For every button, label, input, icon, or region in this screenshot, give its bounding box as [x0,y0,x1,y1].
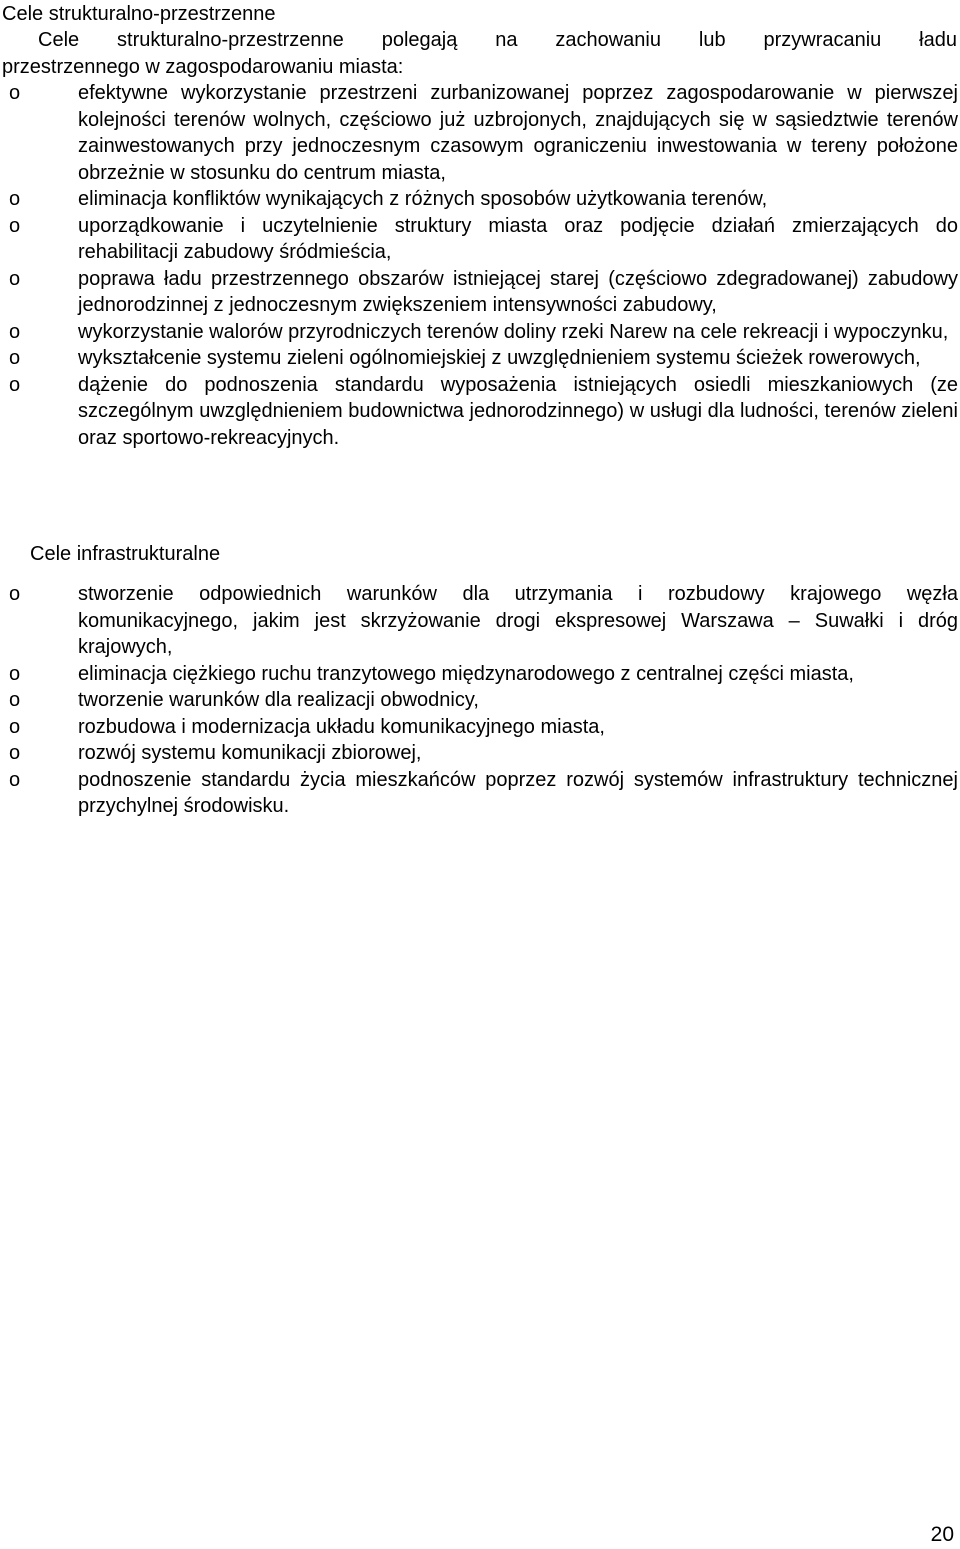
intro-line-2: przestrzennego w zagospodarowaniu miasta: [2,55,404,78]
list-item [0,186,958,213]
bullet-icon: o [9,214,21,237]
list-item [0,714,958,741]
section-heading-infrastructure: Cele infrastrukturalne [30,543,221,565]
list-item-text: wykorzystanie walorów przyrodniczych terenów doliny rzeki Narew na cele rekreacji i wypoczynku, [78,320,949,343]
bullet-icon: o [9,347,21,369]
bullet-icon: o [9,689,21,711]
bullet-icon: o [9,188,21,210]
bullet-icon: o [9,715,21,738]
list-item-text: rozbudowa i modernizacja układu komunikacyjnego miasta, [78,715,605,738]
list-item [0,661,958,688]
section-heading-structural: Cele strukturalno-przestrzenne [2,3,276,25]
structural-goals-list [0,80,958,451]
list-item [0,213,958,266]
list-item [0,266,958,319]
bullet-icon: o [9,320,21,343]
section-intro-paragraph [2,27,957,80]
bullet-icon: o [9,583,21,605]
list-item [0,80,958,186]
list-item-text: wykształcenie systemu zieleni ogólnomiejskiej z uwzględnieniem systemu ścieżek rowerowych, [78,347,921,369]
bullet-icon: o [9,267,21,290]
bullet-icon: o [9,662,21,685]
list-item-text: tworzenie warunków dla realizacji obwodnicy, [78,689,479,711]
list-item [0,581,958,661]
list-item-text: dążenie do podnoszenia standardu wyposażenia istniejących osiedli mieszkaniowych (ze szczególnym uwzględnieniem budownictwa jednorodzinnego) w usługi dla ludności, terenów zieleni oraz sportowo-rekreacyjnych. [78,373,958,449]
list-item [0,687,958,714]
list-item-text: efektywne wykorzystanie przestrzeni zurbanizowanej poprzez zagospodarowanie w pierwszej kolejności terenów wolnych, częściowo już uzbrojonych, znajdujących się w sąsiedztwie terenów zainwestowanych przy jednoczesnym czasowym ograniczeniu inwestowania w tereny położone obrzeżnie w stosunku do centrum miasta, [78,82,958,184]
intro-line-1: Cele strukturalno-przestrzenne polegają na zachowaniu lub przywracaniu ładu [38,29,957,51]
bullet-icon: o [9,768,21,791]
list-item-text: rozwój systemu komunikacji zbiorowej, [78,742,422,764]
list-item [0,740,958,767]
list-item [0,319,958,346]
list-item-text: stworzenie odpowiednich warunków dla utrzymania i rozbudowy krajowego węzła komunikacyjnego, jakim jest skrzyżowanie drogi ekspresowej Warszawa – Suwałki i dróg krajowych, [78,583,958,658]
bullet-icon: o [9,373,21,396]
list-item [0,767,958,820]
list-item-text: eliminacja ciężkiego ruchu tranzytowego międzynarodowego z centralnej części miasta, [78,662,854,685]
list-item [0,372,958,452]
list-item-text: uporządkowanie i uczytelnienie struktury miasta oraz podjęcie działań zmierzających do rehabilitacji zabudowy śródmieścia, [78,214,958,263]
page-number: 20 [930,1523,954,1546]
bullet-icon: o [9,82,21,104]
bullet-icon: o [9,742,21,764]
list-item-text: eliminacja konfliktów wynikających z różnych sposobów użytkowania terenów, [78,188,768,210]
list-item-text: poprawa ładu przestrzennego obszarów istniejącej starej (częściowo zdegradowanej) zabudowy jednorodzinnej z jednoczesnym zwiększeniem intensywności zabudowy, [78,267,958,316]
list-item [0,345,958,372]
infrastructure-goals-list [0,581,958,820]
list-item-text: podnoszenie standardu życia mieszkańców poprzez rozwój systemów infrastruktury technicznej przychylnej środowisku. [78,768,958,817]
